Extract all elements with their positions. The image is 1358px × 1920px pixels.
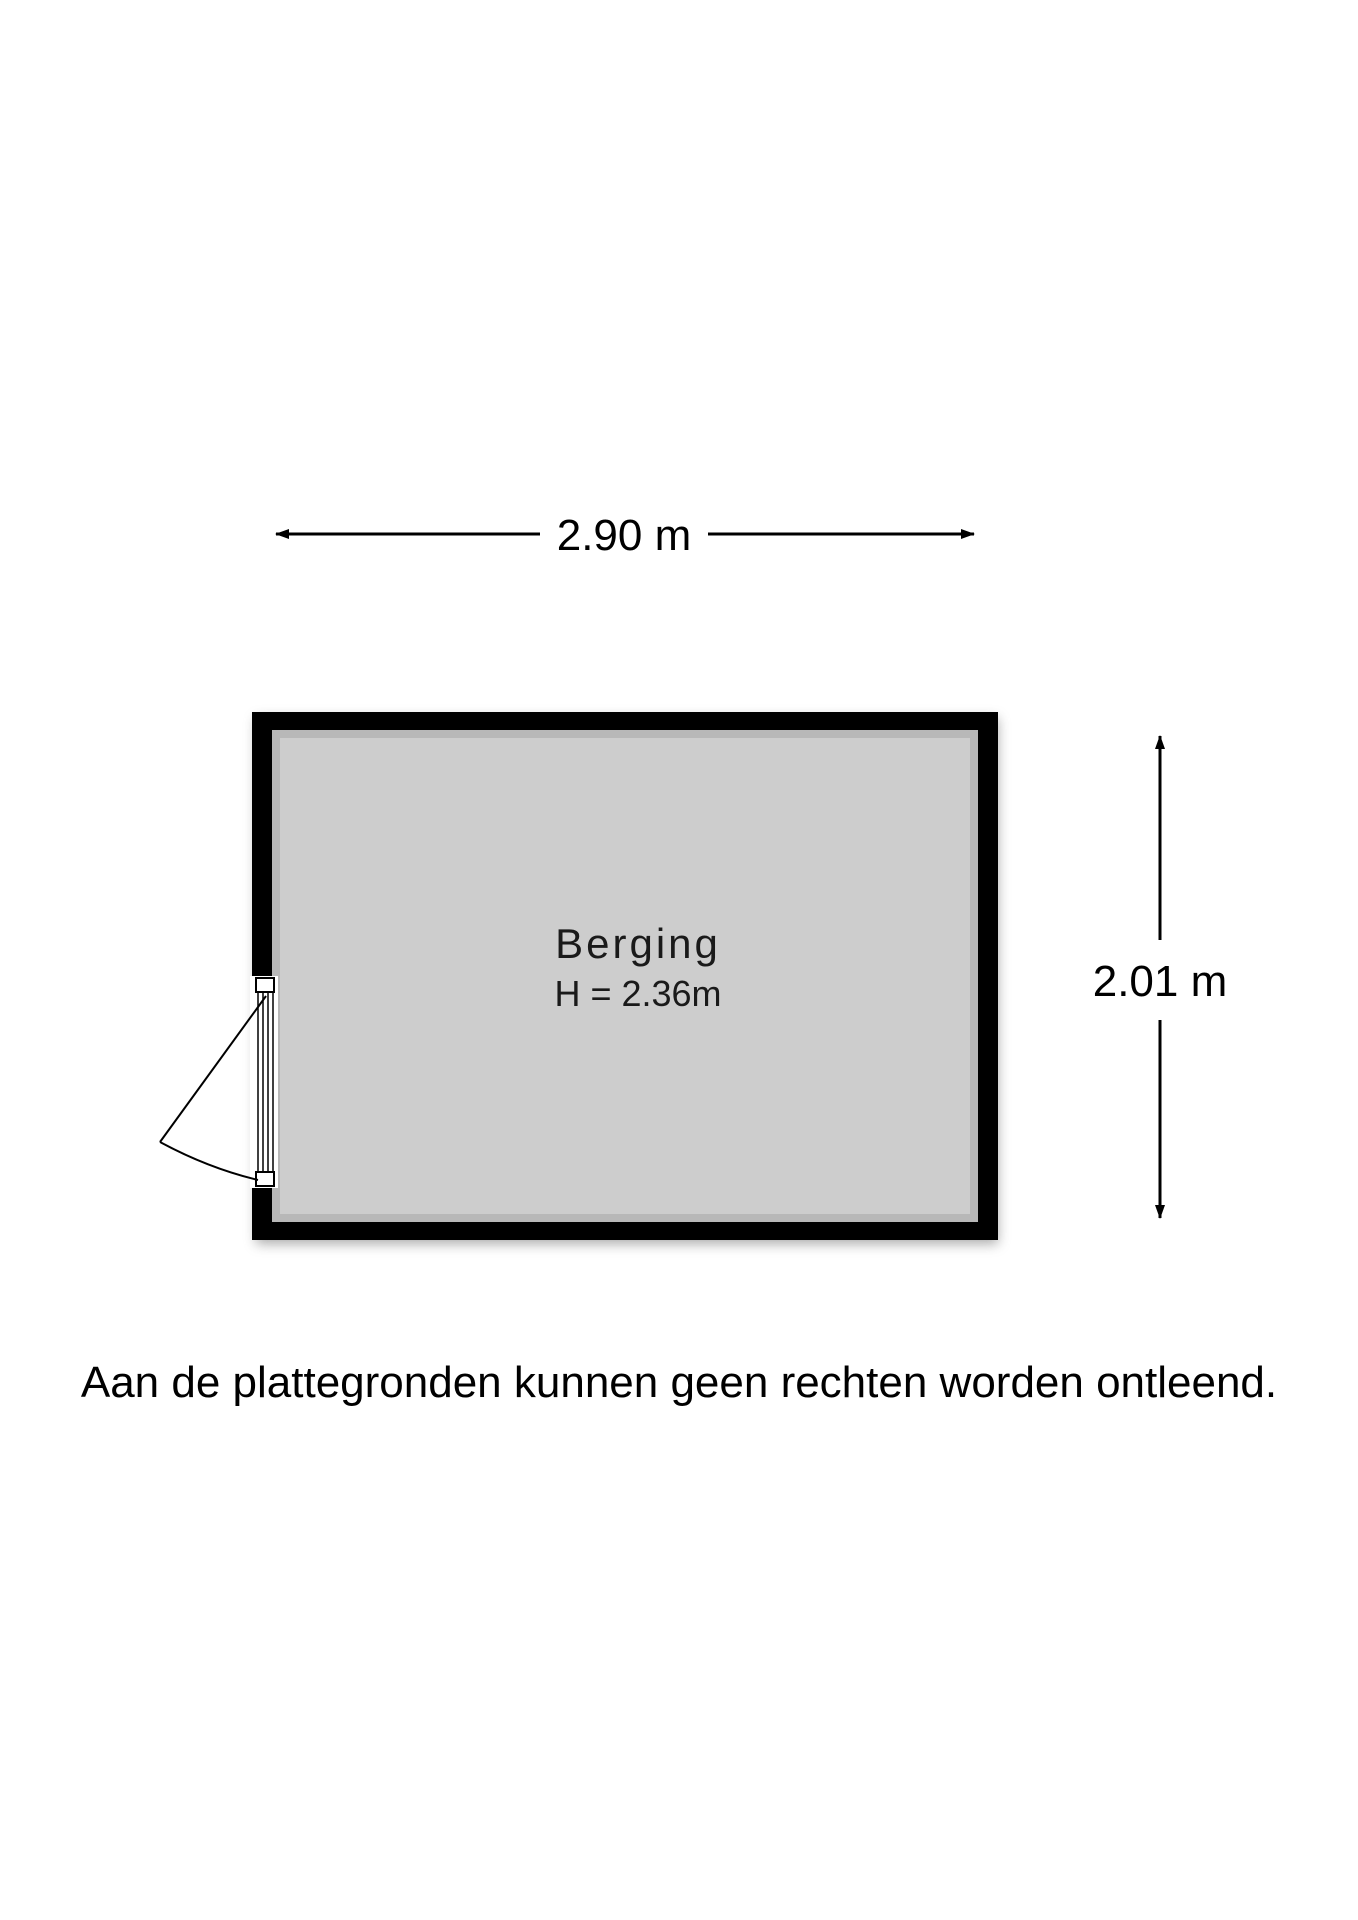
- depth-dimension: [1086, 736, 1234, 1218]
- width-dimension-label: 2.90 m: [556, 511, 692, 560]
- door-swing-arc: [160, 1142, 258, 1180]
- door-jamb-top: [256, 978, 274, 992]
- disclaimer-text: Aan de plattegronden kunnen geen rechten worden ontleend.: [80, 1358, 1278, 1407]
- door-jamb-bottom: [256, 1172, 274, 1186]
- room-berging: [160, 712, 998, 1244]
- room-height: H = 2.36m: [554, 973, 722, 1014]
- room-name: Berging: [555, 920, 721, 967]
- width-dimension: [276, 511, 974, 560]
- depth-dimension-label: 2.01 m: [1092, 957, 1228, 1006]
- door-opening: [250, 976, 278, 1188]
